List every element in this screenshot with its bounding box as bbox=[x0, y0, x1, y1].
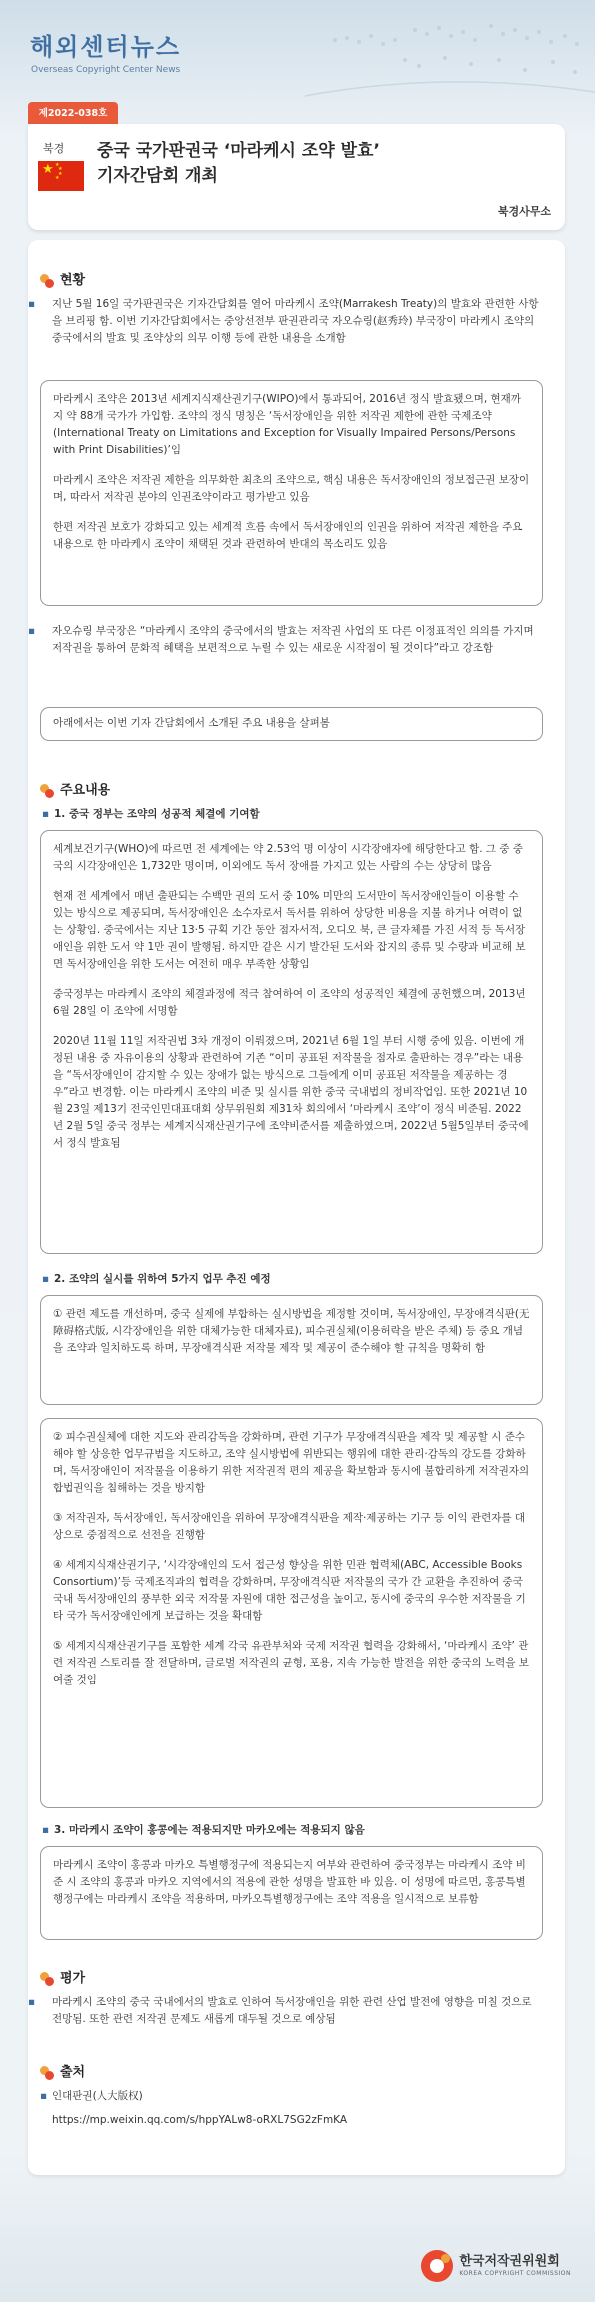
world-map-decoration bbox=[295, 0, 595, 108]
main-sub3-heading bbox=[42, 1822, 365, 1839]
main-sub1-box bbox=[40, 830, 543, 1254]
section-bullet-icon bbox=[40, 1972, 54, 1986]
bullet-square-icon: ▪ bbox=[28, 298, 36, 310]
main-sub1-paragraph: 중국정부는 마라케시 조약의 체결과정에 적극 참여하여 이 조약의 성공적인 체결에 공헌했으며, 2013년 6월 28일 이 조약에 서명함 bbox=[53, 988, 526, 1017]
section-main-heading bbox=[40, 780, 110, 801]
main-sub1-heading bbox=[42, 806, 260, 823]
office-name: 북경사무소 bbox=[497, 205, 551, 218]
footer-org-korean: 한국저작권위원회 bbox=[459, 2254, 560, 2269]
main-sub1-paragraph: 2020년 11월 11일 저작권법 3차 개정이 이뤄졌으며, 2021년 6월 1일 부터 시행 중에 있음. 이번에 개정된 내용 중 자유이용의 상황과 관련하여 기존 “이미 공표된 저작물을 점자로 출판하는 경우”라는 내용을 “독서장애인이 감지할 수 있는 장애가 없는 방식으로 그들에게 이미 공표된 저작물을 제공하는 경우”라고 변경함. 이는 마라케시 조약의 비준 및 실시를 위한 중국 국내법의 정비작업임. 또한 2021년 10월 23일 제13기 전국인민대표대회 상무위원회 제31차 회의에서 ‘마라케시 조약’이 정식 비준됨. 2022년 2월 5일 중국 정부는 세계지식재산권기구에 조약비준서를 제출하였으며, 2022년 5월5일부터 중국에서 정식 발효됨 bbox=[53, 1035, 529, 1149]
bullet-square-icon: ▪ bbox=[42, 808, 50, 820]
evaluation-text: 마라케시 조약의 중국 국내에서의 발효로 인하여 독서장애인을 위한 관련 산업 발전에 영향을 미칠 것으로 전망됨. 또한 관련 저작권 문제도 새롭게 대두될 것으로 예상됨 bbox=[52, 1996, 532, 2025]
china-flag-icon: ★ ★ ★ ★ ★ bbox=[38, 161, 84, 191]
masthead-title: 해외센터뉴스 bbox=[30, 33, 182, 61]
section-source-heading bbox=[40, 2062, 85, 2083]
main-sub2-item: ⑤ 세계지식재산권기구를 포함한 세계 각국 유관부처와 국제 저작권 협력을 강화해서, ‘마라케시 조약’ 관련 저작권 스토리를 잘 전달하며, 글로벌 저작권의 균형, 포용, 지속 가능한 발전을 위한 중국의 노력을 보여줄 것임 bbox=[53, 1640, 529, 1686]
status-note: 아래에서는 이번 기자 간담회에서 소개된 주요 내용을 살펴봄 bbox=[53, 717, 330, 729]
main-sub2-item: ① 관련 제도를 개선하며, 중국 실제에 부합하는 실시방법을 제정할 것이며, 독서장애인, 무장애격식판(无障碍格式版, 시각장애인을 위한 대체가능한 대체자료), 피수권실체(이용허락을 받은 주체) 등 중요 개념을 조약과 일치하도록 하며, 무장애격식판 저작물 제작 및 제공이 준수해야 할 규칙을 명확히 함 bbox=[53, 1308, 530, 1354]
status-quote bbox=[28, 623, 540, 657]
status-box-paragraph: 마라케시 조약은 2013년 세계지식재산권기구(WIPO)에서 통과되어, 2016년 정식 발효됐으며, 현재까지 약 88개 국가가 가입함. 조약의 정식 명칭은 ‘독서장애인을 위한 저작권 제한에 관한 국제조약(International Treaty on Limitations and Exception for Visually Impaired Persons/Persons with Print Disabilities)’임 bbox=[53, 393, 521, 456]
main-sub2-item: ③ 저작권자, 독서장애인, 독서장애인을 위하여 무장애격식판을 제작·제공하는 기구 등 이익 관련자를 대상으로 중점적으로 선전을 진행함 bbox=[53, 1512, 526, 1541]
section-evaluation-heading bbox=[40, 1968, 85, 1989]
source-url[interactable]: https://mp.weixin.qq.com/s/hppYALw8-oRXL7SG2zFmKA bbox=[52, 2114, 348, 2126]
footer-logo bbox=[421, 2250, 571, 2282]
main-sub2-heading bbox=[42, 1271, 271, 1288]
masthead bbox=[0, 0, 595, 108]
status-box bbox=[40, 380, 543, 606]
masthead-subtitle: Overseas Copyright Center News bbox=[31, 65, 181, 75]
region-label: 북경 bbox=[43, 142, 65, 155]
section-bullet-icon bbox=[40, 2066, 54, 2080]
bullet-square-icon: ▪ bbox=[28, 1996, 36, 2008]
status-intro bbox=[28, 296, 540, 347]
document-title-line1: 중국 국가판권국 ‘마라케시 조약 발효’ bbox=[97, 141, 380, 161]
bullet-square-icon: ▪ bbox=[42, 1273, 50, 1285]
main-sub1-paragraph: 세계보건기구(WHO)에 따르면 전 세계에는 약 2.53억 명 이상이 시각장애자에 해당한다고 함. 그 중 중국의 시각장애인은 1,732만 명이며, 이외에도 독서 장애를 가지고 있는 사람의 수는 상당히 많음 bbox=[53, 843, 523, 872]
main-sub3-text: 마라케시 조약이 홍콩과 마카오 특별행정구에 적용되는지 여부와 관련하여 중국정부는 마라케시 조약 비준 시 조약의 홍콩과 마카오 지역에서의 적용에 관한 성명을 발표한 바 있음. 이 성명에 따르면, 홍콩특별행정구에는 마라케시 조약을 적용하며, 마카오특별행정구에는 조약 적용을 일시적으로 보류함 bbox=[53, 1859, 526, 1905]
footer-org-english: KOREA COPYRIGHT COMMISSION bbox=[459, 2270, 571, 2277]
main-sub2-title: 2. 조약의 실시를 위하여 5가지 업무 추진 예정 bbox=[54, 1273, 271, 1285]
source-name-block bbox=[40, 2088, 540, 2105]
source-name: 인대판권(人大版权) bbox=[52, 2090, 143, 2102]
main-sub1-title: 1. 중국 정부는 조약의 성공적 체결에 기여함 bbox=[54, 808, 260, 820]
copyright-commission-logo-icon bbox=[421, 2250, 453, 2282]
main-sub1-paragraph: 현재 전 세계에서 매년 출판되는 수백만 권의 도서 중 10% 미만의 도서만이 독서장애인들이 이용할 수 있는 방식으로 제공되며, 독서장애인은 소수자로서 독서를 위하여 상당한 비용을 지불 하거나 여력이 없는 상황임. 중국에서는 지난 13·5 규획 기간 동안 점자서적, 오디오 북, 큰 글자체를 가진 서적 등 독서장애인을 위한 도서 약 1만 권이 발행됨. 하지만 같은 시기 발간된 도서와 잡지의 종류 및 수량과 비교해 보면 독서장애인을 위한 도서는 여전히 매우 부족한 상황임 bbox=[53, 890, 526, 970]
bullet-square-icon: ▪ bbox=[28, 625, 36, 637]
main-sub2-box2 bbox=[40, 1418, 543, 1808]
main-sub3-box bbox=[40, 1846, 543, 1940]
document-title-line2: 기자간담회 개최 bbox=[97, 166, 218, 186]
issue-number: 제2022-038호 bbox=[28, 102, 118, 126]
section-evaluation-title: 평가 bbox=[60, 1971, 86, 1986]
status-box-paragraph: 마라케시 조약은 저작권 제한을 의무화한 최초의 조약으로, 핵심 내용은 독서장애인의 정보접근권 보장이며, 따라서 저작권 분야의 인권조약이라고 평가받고 있음 bbox=[53, 474, 530, 503]
section-bullet-icon bbox=[40, 274, 54, 288]
status-intro-text: 지난 5월 16일 국가판권국은 기자간담회를 열어 마라케시 조약(Marrakesh Treaty)의 발효와 관련한 사항을 브리핑 함. 이번 기자간담회에서는 중앙선전부 판권관리국 자오슈링(赵秀玲) 부국장이 마라케시 조약의 중국에서의 발효 및 조약상의 의무 이행 등에 관한 내용을 소개함 bbox=[52, 298, 539, 344]
evaluation-text-block bbox=[28, 1994, 540, 2028]
main-sub3-title: 3. 마라케시 조약이 홍콩에는 적용되지만 마카오에는 적용되지 않음 bbox=[54, 1824, 365, 1836]
document-title bbox=[97, 139, 380, 189]
section-status-title: 현황 bbox=[60, 273, 86, 288]
bullet-square-icon: ▪ bbox=[42, 1824, 50, 1836]
status-box-paragraph: 한편 저작권 보호가 강화되고 있는 세계적 흐름 속에서 독서장애인의 인권을 위하여 저작권 제한을 주요 내용으로 한 마라케시 조약이 채택된 것과 관련하여 반대의 목소리도 있음 bbox=[53, 521, 523, 550]
bullet-square-icon: ▪ bbox=[40, 2090, 48, 2102]
status-quote-text: 자오슈링 부국장은 “마라케시 조약의 중국에서의 발효는 저작권 사업의 또 다른 이정표적인 의의를 가지며 저작권을 통하여 문화적 혜택을 보편적으로 누릴 수 있는 새로운 시작점이 될 것이다”라고 강조함 bbox=[52, 625, 534, 654]
main-sub2-item: ④ 세계지식재산권기구, ‘시각장애인의 도서 접근성 향상을 위한 민관 협력체(ABC, Accessible Books Consortium)’등 국제조직과의 협력을 강화하며, 무장애격식판 저작물의 국가 간 교환을 추진하여 중국 국내 독서장애인의 풍부한 외국 저작물 자원에 대한 접근성을 높이고, 동시에 중국의 우수한 저작물을 기타 국가 독서장애인에게 보급하는 것을 확대함 bbox=[53, 1559, 526, 1622]
section-source-title: 출처 bbox=[60, 2065, 86, 2080]
content-card bbox=[28, 240, 565, 2175]
main-sub2-box1 bbox=[40, 1295, 543, 1405]
section-bullet-icon bbox=[40, 784, 54, 798]
section-status-heading bbox=[40, 270, 85, 291]
main-sub2-item: ② 피수권실체에 대한 지도와 관리감독을 강화하며, 관련 기구가 무장애격식판을 제작 및 제공할 시 준수해야 할 상응한 업무규범을 지도하고, 조약 실시방법에 위반되는 행위에 대한 관리·감독의 강도를 강화하며, 독서장애인이 저작물을 이용하기 위한 저작권적 편의 제공을 확보함과 동시에 불합리하게 저작권자의 합법권익을 침해하는 것을 방지함 bbox=[53, 1431, 530, 1494]
status-note-box bbox=[40, 707, 543, 741]
section-main-title: 주요내용 bbox=[60, 783, 111, 798]
